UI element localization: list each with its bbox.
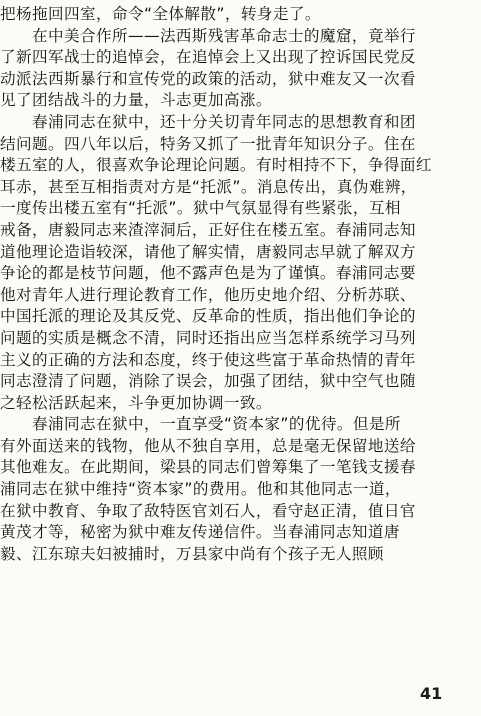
text-line: 在狱中教育、争取了敌特医官刘石人，看守赵正清，值日官: [0, 501, 416, 520]
body-text: [0, 4, 481, 565]
text-line: 结问题。四八年以后，特务又抓了一批青年知识分子。住在: [0, 134, 416, 153]
text-line: 毅、江东琼夫妇被捕时，万县家中尚有个孩子无人照顾: [0, 544, 384, 563]
text-line: 同志澄清了问题，消除了误会，加强了团结，狱中空气也随: [0, 372, 416, 391]
text-line: 道他理论造诣较深，请他了解实情，唐毅同志早就了解双方: [0, 242, 416, 261]
text-line: 一度传出楼五室有“托派”。狱中气氛显得有些紧张，互相: [0, 199, 401, 218]
text-line: 在中美合作所——法西斯残害革命志士的魔窟，竟举行: [0, 26, 416, 45]
text-line: 中国托派的理论及其反党、反革命的性质，指出他们争论的: [0, 307, 416, 326]
text-line: 黄茂才等，秘密为狱中难友传递信件。当春浦同志知道唐: [0, 523, 400, 542]
text-line: 春浦同志在狱中，一直享受“资本家”的优待。但是所: [0, 415, 401, 434]
page-number: 41: [420, 684, 443, 703]
text-line: 问题的实质是概念不清，同时还指出应当怎样系统学习马列: [0, 328, 416, 347]
text-line: 戒备，唐毅同志来渣滓洞后，正好住在楼五室。春浦同志知: [0, 220, 416, 239]
text-line: 有外面送来的钱物，他从不独自享用，总是毫无保留地送给: [0, 436, 416, 455]
text-line: 了新四军战士的追悼会，在追悼会上又出现了控诉国民党反: [0, 48, 416, 67]
text-line: 春浦同志在狱中，还十分关切青年同志的思想教育和团: [0, 112, 416, 131]
text-line: 主义的正确的方法和态度，终于使这些富于革命热情的青年: [0, 350, 416, 369]
text-line: 见了团结战斗的力量，斗志更加高涨。: [0, 91, 272, 110]
text-line: 之轻松活跃起来，斗争更加协调一致。: [0, 393, 272, 412]
text-line: 楼五室的人，很喜欢争论理论问题。有时相持不下，争得面红: [0, 156, 432, 175]
text-line: 他对青年人进行理论教育工作，他历史地介绍、分析苏联、: [0, 285, 416, 304]
text-line: 其他难友。在此期间，梁县的同志们曾筹集了一笔钱支援春: [0, 458, 416, 477]
text-line: 耳赤，甚至互相指责对方是“托派”。消息传出，真伪难辨，: [0, 177, 417, 196]
text-line: 浦同志在狱中维持“资本家”的费用。他和其他同志一道，: [0, 480, 401, 499]
text-line: 把杨拖回四室，命令“全体解散”，转身走了。: [0, 5, 321, 23]
text-line: 动派法西斯暴行和宣传党的政策的活动，狱中难友又一次看: [0, 69, 416, 88]
text-line: 争论的都是枝节问题，他不露声色是为了谨慎。春浦同志要: [0, 264, 416, 283]
